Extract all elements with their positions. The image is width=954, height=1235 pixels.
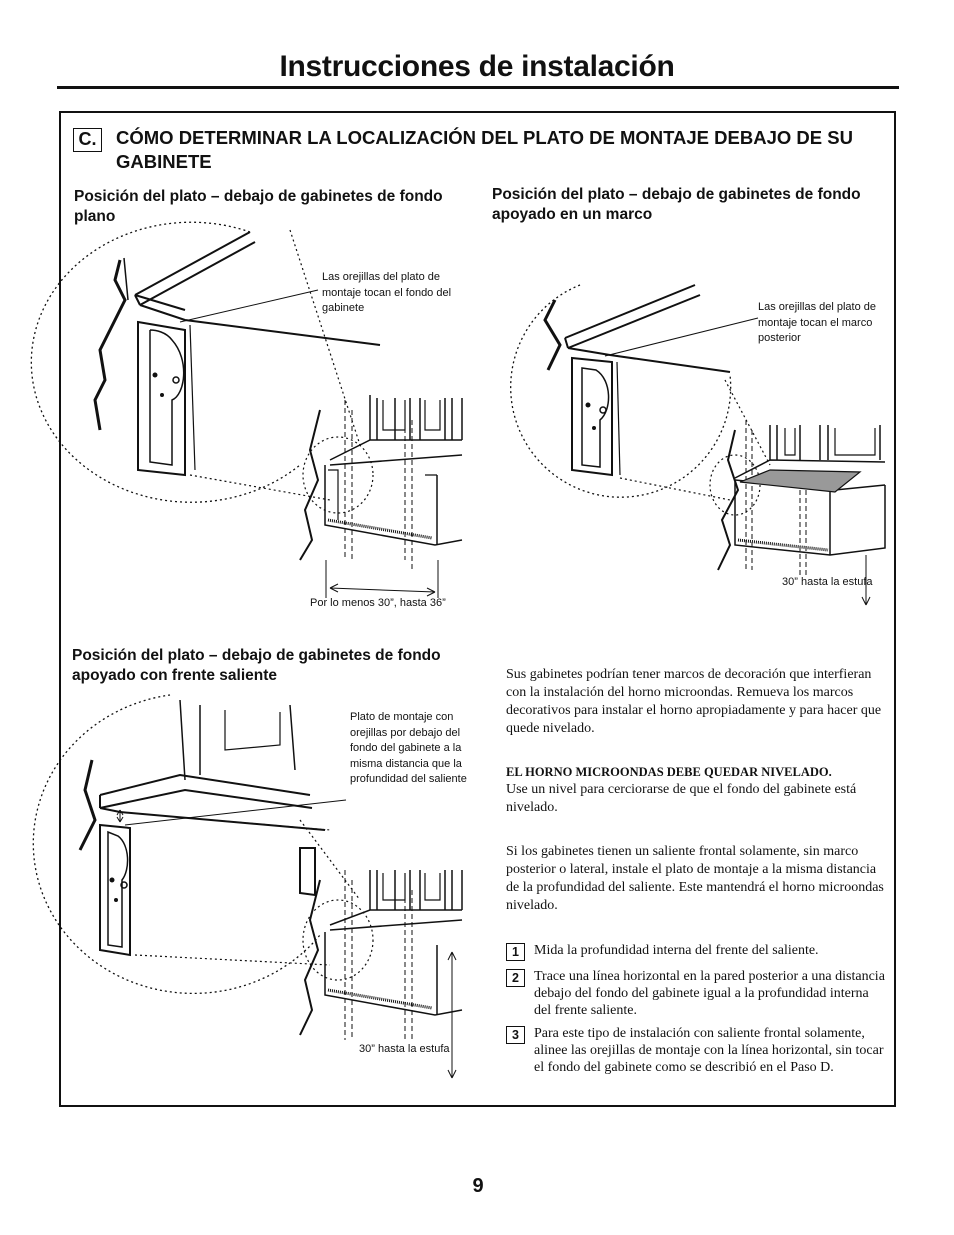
level-warning [506, 764, 886, 817]
step-number-badge: 3 [506, 1026, 525, 1044]
section-heading: CÓMO DETERMINAR LA LOCALIZACIÓN DEL PLATO DE MONTAJE DEBAJO DE SU GABINETE [116, 127, 853, 172]
subheading-overhang-bottom: Posición del plato – debajo de gabinetes de fondo apoyado con frente saliente [72, 647, 441, 684]
step-number-badge: 1 [506, 943, 525, 961]
step-text: Trace una línea horizontal en la pared posterior a una distancia debajo del fondo del gabinete igual a la profundidad interna del frente saliente. [534, 969, 885, 1018]
level-warning-heading: EL HORNO MICROONDAS DEBE QUEDAR NIVELADO. [506, 765, 832, 779]
paragraph-decorative-frames: Sus gabinetes podrían tener marcos de decoración que interfieran con la instalación del horno microondas. Remueva los marcos decorativos para instalar el horno apropiadamente y para hacer que quede nivelado. [506, 667, 882, 736]
page-number: 9 [472, 1175, 484, 1197]
page-title: Instrucciones de instalación [279, 50, 675, 83]
step-text: Para este tipo de instalación con saliente frontal solamente, alinee las orejillas de montaje con la línea horizontal, sin tocar el fondo del gabinete como se describió en el Paso D. [534, 1026, 884, 1075]
step-number-badge: 2 [506, 969, 525, 987]
dimension-label-overhang: 30” hasta la estufa [359, 1043, 450, 1055]
section-letter-badge: C. [73, 128, 102, 152]
subheading-frame-bottom: Posición del plato – debajo de gabinetes de fondo apoyado en un marco [492, 186, 861, 223]
subheading-flat-bottom: Posición del plato – debajo de gabinetes de fondo plano [74, 188, 443, 225]
paragraph-front-overhang: Si los gabinetes tienen un saliente frontal solamente, sin marco posterior o lateral, instale el plato de montaje a la misma distancia de la profundidad del saliente. Este mantendrá el horno microondas nivelado. [506, 844, 884, 913]
callout-frame-bottom: Las orejillas del plato de montaje tocan el marco posterior [758, 301, 877, 344]
dimension-label-frame: 30” hasta la estufa [782, 576, 873, 588]
callout-flat-bottom: Las orejillas del plato de montaje tocan el fondo del gabinete [322, 271, 452, 314]
step-text: Mida la profundidad interna del frente del saliente. [534, 943, 819, 958]
level-warning-body: Use un nivel para cerciorarse de que el fondo del gabinete está nivelado. [506, 782, 857, 815]
callout-overhang-bottom: Plato de montaje con orejillas por debajo del fondo del gabinete a la misma distancia que la profundidad del saliente [350, 711, 467, 785]
title-rule [57, 86, 899, 89]
dimension-label-flat: Por lo menos 30”, hasta 36” [310, 597, 446, 609]
